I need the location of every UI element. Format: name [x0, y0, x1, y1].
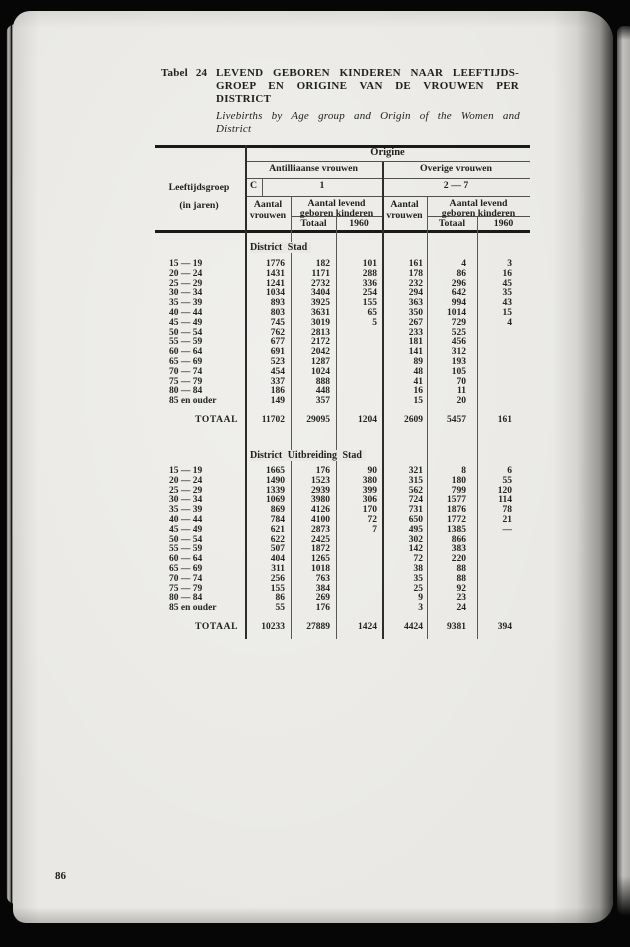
- table-cell-value: 495: [408, 524, 423, 535]
- header-totaal-left: Totaal: [300, 218, 327, 229]
- table-cell-value: 267: [408, 317, 423, 328]
- total-cell-value: 1424: [358, 622, 377, 632]
- table-cell-value: 869: [270, 505, 285, 516]
- table-cell-value: 35: [413, 573, 423, 584]
- title-line-1: LEVEND GEBOREN KINDEREN NAAR LEEFTIJDS-: [216, 67, 519, 79]
- age-group-label: 35 — 39: [169, 505, 203, 516]
- header-levend-right-1: Aantal levend: [449, 198, 508, 209]
- table-cell-value: 994: [451, 298, 466, 309]
- table-cell-value: 1034: [266, 288, 285, 299]
- table-cell-value: 363: [408, 298, 423, 309]
- district-label: District Stad: [250, 242, 311, 253]
- table-cell-value: 256: [270, 573, 285, 584]
- table-cell-value: 86: [275, 593, 285, 604]
- total-cell-value: 1204: [358, 415, 377, 425]
- table-cell-value: 21: [502, 515, 512, 525]
- table-cell-value: 1772: [447, 515, 466, 525]
- table-cell-value: 176: [315, 603, 330, 614]
- table-cell-value: 70: [456, 376, 466, 387]
- table-cell-value: 88: [456, 564, 466, 574]
- rule-under-origine: [245, 161, 530, 162]
- table-cell-value: 311: [271, 564, 285, 574]
- table-cell-value: 507: [270, 544, 285, 555]
- table-cell-value: 90: [367, 466, 377, 476]
- table-cell-value: 1523: [311, 475, 330, 486]
- table-cell-value: 92: [456, 583, 466, 594]
- table-cell-value: 525: [451, 327, 466, 338]
- subtitle-line-1: Livebirths by Age group and Origin of the Women and: [216, 110, 520, 122]
- next-page-edge: [617, 26, 630, 916]
- table-cell-value: 23: [456, 593, 466, 604]
- table-cell-value: 2873: [311, 524, 330, 535]
- header-1960-left: 1960: [349, 218, 369, 229]
- table-cell-value: 72: [367, 515, 377, 525]
- table-cell-value: 1385: [447, 524, 466, 535]
- table-cell-value: 1024: [311, 366, 330, 377]
- table-cell-value: 523: [270, 357, 285, 367]
- table-cell-value: 20: [456, 396, 466, 407]
- table-cell-value: 1241: [266, 278, 285, 289]
- table-cell-value: 1018: [311, 564, 330, 574]
- table-cell-value: 302: [408, 534, 423, 545]
- age-group-label: 30 — 34: [169, 495, 203, 506]
- age-group-label: 25 — 29: [169, 485, 203, 496]
- header-group-antilliaanse: Antilliaanse vrouwen: [269, 163, 358, 174]
- table-cell-value: 38: [413, 564, 423, 574]
- table-subtitle-english: [216, 110, 520, 136]
- table-cell-value: 15: [502, 308, 512, 318]
- table-cell-value: 220: [451, 554, 466, 565]
- table-cell-value: 233: [408, 327, 423, 338]
- table-cell-value: 312: [451, 347, 466, 358]
- table-cell-value: 181: [408, 337, 423, 348]
- age-group-label: 55 — 59: [169, 337, 203, 348]
- header-aantal-vrouwen-right-2: vrouwen: [386, 210, 423, 221]
- table-cell-value: 1287: [311, 357, 330, 367]
- table-cell-value: 1265: [311, 554, 330, 565]
- total-cell-value: 10233: [261, 622, 285, 632]
- title-line-2: GROEP EN ORIGINE VAN DE VROUWEN PER: [216, 80, 519, 93]
- age-group-label: 45 — 49: [169, 524, 203, 535]
- header-totaal-right: Totaal: [438, 218, 466, 229]
- header-code-2-7: 2 — 7: [443, 180, 469, 191]
- table-cell-value: 562: [408, 485, 423, 496]
- row-axis-label-line2: (in jaren): [179, 200, 219, 211]
- table-cell-value: 1490: [266, 475, 285, 486]
- table-cell-value: 2939: [311, 485, 330, 496]
- age-group-label: 50 — 54: [169, 534, 203, 545]
- table-cell-value: 232: [408, 278, 423, 289]
- table-cell-value: 1577: [447, 495, 466, 506]
- table-cell-value: 4: [507, 317, 512, 328]
- next-page-edge-shade-bottom: [617, 876, 630, 916]
- total-cell-value: 161: [497, 415, 512, 425]
- header-aantal-vrouwen-left-2: vrouwen: [249, 210, 287, 221]
- rule-under-codes: [245, 196, 530, 197]
- table-cell-value: 2042: [311, 347, 330, 358]
- total-cell-value: 5457: [447, 415, 466, 425]
- table-cell-value: 731: [408, 505, 423, 516]
- table-cell-value: 691: [270, 347, 285, 358]
- table-cell-value: 357: [315, 396, 330, 407]
- table-cell-value: 383: [451, 544, 466, 555]
- header-bottom-rule: [155, 230, 530, 233]
- table-cell-value: 161: [408, 259, 423, 269]
- header-code-1: 1: [319, 180, 325, 191]
- header-levend-right-2: geboren kinderen: [441, 208, 516, 219]
- table-cell-value: 176: [315, 466, 330, 476]
- table-cell-value: 142: [408, 544, 423, 555]
- total-cell-value: 394: [497, 622, 512, 632]
- table-cell-value: 72: [413, 554, 423, 565]
- header-1960-right: 1960: [493, 218, 514, 229]
- table-cell-value: 888: [315, 376, 330, 387]
- table-cell-value: 456: [451, 337, 466, 348]
- table-cell-value: 384: [315, 583, 330, 594]
- table-cell-value: 3: [507, 259, 512, 269]
- table-cell-value: 4: [461, 259, 466, 269]
- row-axis-label-line1: Leeftijdsgroep: [168, 182, 230, 193]
- age-group-label: 15 — 19: [169, 466, 203, 476]
- age-group-label: 75 — 79: [169, 583, 203, 594]
- table-cell-value: 763: [315, 573, 330, 584]
- table-cell-value: 105: [451, 366, 466, 377]
- table-cell-value: 45: [502, 278, 512, 289]
- table-cell-value: 784: [270, 515, 285, 525]
- age-group-label: 60 — 64: [169, 347, 203, 358]
- table-cell-value: 448: [315, 386, 330, 397]
- header-aantal-vrouwen-right-1: Aantal: [390, 199, 419, 210]
- table-cell-value: 729: [451, 317, 466, 328]
- table-cell-value: 155: [270, 583, 285, 594]
- age-group-label: 75 — 79: [169, 376, 203, 387]
- total-cell-value: 27889: [306, 622, 330, 632]
- table-cell-value: —: [502, 524, 512, 535]
- table-cell-value: 650: [408, 515, 423, 525]
- table-cell-value: 9: [418, 593, 423, 604]
- table-cell-value: 149: [270, 396, 285, 407]
- table-cell-value: 1171: [311, 268, 330, 279]
- table-title: [216, 67, 519, 107]
- age-group-label: 45 — 49: [169, 317, 203, 328]
- table-cell-value: 180: [451, 475, 466, 486]
- table-cell-value: 3: [418, 603, 423, 614]
- header-levend-left-2: geboren kinderen: [299, 208, 374, 219]
- table-cell-value: 78: [502, 505, 512, 516]
- table-cell-value: 3404: [311, 288, 330, 299]
- age-group-label: 25 — 29: [169, 278, 203, 289]
- table-cell-value: 178: [408, 268, 423, 279]
- table-cell-value: 724: [408, 495, 423, 506]
- district-label: District Uitbreiding Stad: [250, 450, 366, 461]
- table-cell-value: 15: [413, 396, 423, 407]
- table-cell-value: 1776: [266, 259, 285, 269]
- age-group-label: 65 — 69: [169, 564, 203, 574]
- subtitle-line-2: District: [216, 122, 252, 135]
- table-cell-value: 321: [408, 466, 423, 476]
- page-number: 86: [55, 870, 66, 882]
- table-cell-value: 380: [362, 475, 377, 486]
- table-cell-value: 7: [372, 524, 377, 535]
- table-cell-value: 1069: [266, 495, 285, 506]
- header-group-overige: Overige vrouwen: [420, 163, 492, 174]
- total-cell-value: 9381: [447, 622, 466, 632]
- total-row-label: TOTAAL: [195, 415, 238, 425]
- table-cell-value: 269: [315, 593, 330, 604]
- age-group-label: 60 — 64: [169, 554, 203, 565]
- age-group-label: 20 — 24: [169, 475, 203, 486]
- table-cell-value: 55: [275, 603, 285, 614]
- next-page-edge-shade-top: [617, 26, 630, 40]
- header-code-letter: C: [249, 180, 258, 191]
- age-group-label: 40 — 44: [169, 308, 203, 318]
- header-levend-left-1: Aantal levend: [307, 198, 366, 209]
- total-cell-value: 2609: [404, 415, 423, 425]
- table-cell-value: 1014: [447, 308, 466, 318]
- header-origine: Origine: [370, 147, 405, 158]
- table-cell-value: 622: [270, 534, 285, 545]
- table-cell-value: 120: [497, 485, 512, 496]
- table-cell-value: 337: [270, 376, 285, 387]
- statistics-table: [155, 145, 530, 647]
- age-group-label: 85 en ouder: [169, 396, 217, 407]
- table-cell-value: 350: [408, 308, 423, 318]
- table-cell-value: 88: [456, 573, 466, 584]
- table-cell-value: 404: [270, 554, 285, 565]
- total-row-label: TOTAAL: [195, 622, 238, 632]
- table-cell-value: 170: [362, 505, 377, 516]
- age-group-label: 20 — 24: [169, 268, 203, 279]
- table-cell-value: 186: [270, 386, 285, 397]
- age-group-label: 35 — 39: [169, 298, 203, 309]
- title-line-3: DISTRICT: [216, 93, 272, 106]
- table-cell-value: 89: [413, 357, 423, 367]
- table-cell-value: 43: [502, 298, 512, 309]
- age-group-label: 15 — 19: [169, 259, 203, 269]
- age-group-label: 50 — 54: [169, 327, 203, 338]
- age-group-label: 30 — 34: [169, 288, 203, 299]
- table-cell-value: 8: [461, 466, 466, 476]
- table-cell-value: 254: [362, 288, 377, 299]
- table-cell-value: 86: [456, 268, 466, 279]
- table-cell-value: 315: [408, 475, 423, 486]
- age-group-label: 80 — 84: [169, 386, 203, 397]
- table-cell-value: 193: [451, 357, 466, 367]
- table-cell-value: 3631: [311, 308, 330, 318]
- table-cell-value: 3925: [311, 298, 330, 309]
- table-cell-value: 4100: [311, 515, 330, 525]
- table-cell-value: 642: [451, 288, 466, 299]
- table-cell-value: 11: [457, 386, 466, 397]
- total-cell-value: 29095: [306, 415, 330, 425]
- age-group-label: 80 — 84: [169, 593, 203, 604]
- table-cell-value: 3019: [311, 317, 330, 328]
- table-cell-value: 745: [270, 317, 285, 328]
- table-cell-value: 2732: [311, 278, 330, 289]
- table-cell-value: 621: [270, 524, 285, 535]
- table-cell-value: 4126: [311, 505, 330, 516]
- table-cell-value: 799: [451, 485, 466, 496]
- table-cell-value: 677: [270, 337, 285, 348]
- header-aantal-vrouwen-left-1: Aantal: [253, 199, 283, 210]
- age-group-label: 55 — 59: [169, 544, 203, 555]
- table-cell-value: 2172: [311, 337, 330, 348]
- table-cell-value: 65: [367, 308, 377, 318]
- table-cell-value: 48: [413, 366, 423, 377]
- table-cell-value: 155: [362, 298, 377, 309]
- table-cell-value: 25: [413, 583, 423, 594]
- table-cell-value: 866: [451, 534, 466, 545]
- table-cell-value: 1339: [266, 485, 285, 496]
- document-page: [13, 11, 613, 923]
- age-group-label: 70 — 74: [169, 366, 203, 377]
- table-cell-value: 803: [270, 308, 285, 318]
- table-cell-value: 399: [362, 485, 377, 496]
- table-cell-value: 41: [413, 376, 423, 387]
- table-cell-value: 35: [502, 288, 512, 299]
- age-group-label: 85 en ouder: [169, 603, 217, 614]
- table-cell-value: 182: [315, 259, 330, 269]
- age-group-label: 65 — 69: [169, 357, 203, 367]
- table-cell-value: 3980: [311, 495, 330, 506]
- age-group-label: 70 — 74: [169, 573, 203, 584]
- table-cell-value: 336: [362, 278, 377, 289]
- table-cell-value: 141: [408, 347, 423, 358]
- rule-under-groups: [245, 178, 530, 179]
- table-cell-value: 454: [270, 366, 285, 377]
- table-cell-value: 1876: [447, 505, 466, 516]
- total-cell-value: 4424: [404, 622, 423, 632]
- table-cell-value: 16: [502, 268, 512, 279]
- table-cell-value: 55: [502, 475, 512, 486]
- table-cell-value: 296: [451, 278, 466, 289]
- table-cell-value: 2425: [311, 534, 330, 545]
- table-cell-value: 101: [362, 259, 377, 269]
- table-cell-value: 1665: [266, 466, 285, 476]
- table-cell-value: 306: [362, 495, 377, 506]
- table-cell-value: 5: [372, 317, 377, 328]
- table-number-label: Tabel 24: [161, 67, 208, 79]
- table-cell-value: 16: [413, 386, 423, 397]
- total-cell-value: 11702: [261, 415, 285, 425]
- table-cell-value: 294: [408, 288, 423, 299]
- table-cell-value: 2813: [311, 327, 330, 338]
- table-cell-value: 6: [507, 466, 512, 476]
- table-cell-value: 762: [270, 327, 285, 338]
- table-cell-value: 288: [362, 268, 377, 279]
- table-cell-value: 893: [270, 298, 285, 309]
- age-group-label: 40 — 44: [169, 515, 203, 525]
- table-cell-value: 24: [456, 603, 466, 614]
- table-cell-value: 1872: [311, 544, 330, 555]
- table-cell-value: 1431: [266, 268, 285, 279]
- table-cell-value: 114: [498, 495, 512, 506]
